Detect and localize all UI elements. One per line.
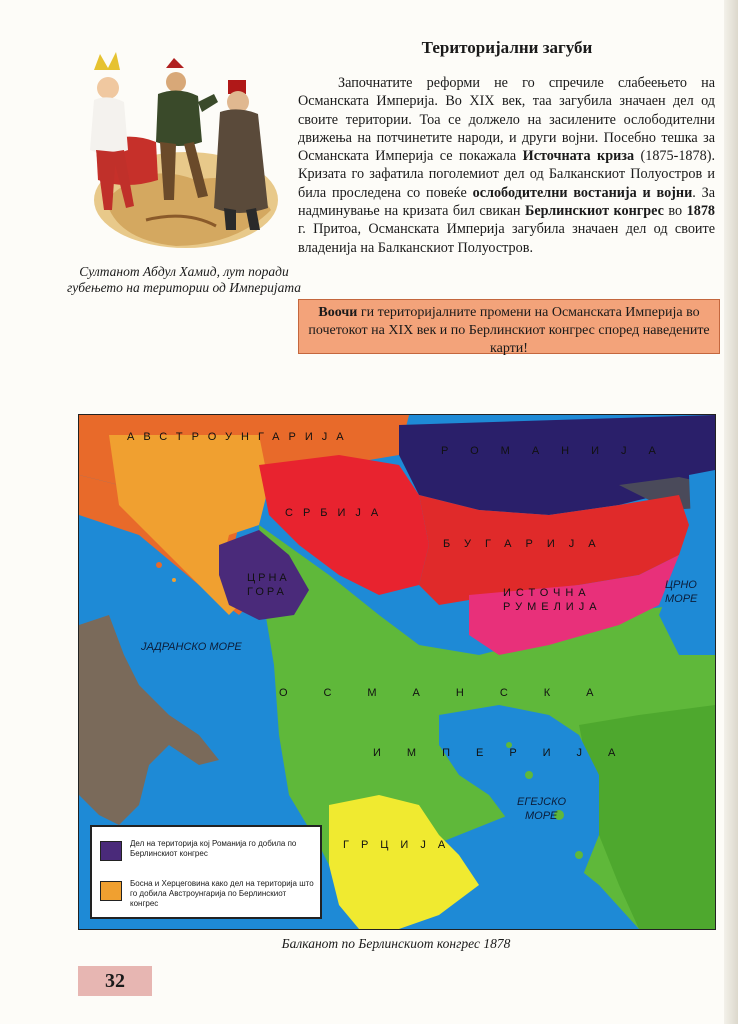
- label-bulgaria: БУГАРИЈА: [443, 538, 610, 550]
- body-paragraph: [298, 74, 715, 257]
- image-caption: Султанот Абдул Хамид, лут поради губењето на територии од Империјата: [66, 264, 302, 295]
- term-eastern-crisis: Источната криза: [522, 148, 635, 165]
- label-east-rumelia-2: РУМЕЛИЈА: [503, 601, 602, 613]
- notice-keyword: Воочи: [318, 305, 358, 320]
- term-year-1878: 1878: [686, 203, 716, 220]
- balkans-map: [78, 414, 716, 930]
- label-serbia: СРБИЈА: [285, 507, 389, 519]
- label-black-sea-2: МОРЕ: [665, 593, 698, 605]
- map-caption: Балканот по Берлинскиот конгрес 1878: [281, 936, 511, 951]
- term-berlin-congress: Берлинскиот конгрес: [525, 203, 664, 220]
- label-montenegro-1: ЦРНА: [247, 572, 290, 584]
- label-black-sea-1: ЦРНО: [665, 579, 697, 591]
- legend-swatch-bosnia: [100, 881, 122, 901]
- section-title: Територијални загуби: [421, 38, 593, 57]
- label-aegean-sea-2: МОРЕ: [525, 810, 558, 822]
- label-adriatic-sea: ЈАДРАНСКО МОРЕ: [141, 641, 242, 653]
- legend-text-bosnia: Босна и Херцеговина како дел на територија што го добила Австроунгарија по Берлинскиот конгрес: [130, 879, 314, 908]
- notice-text: ги територијалните промени на Османската Империја во почетокот на XIX век и по Берлинскиот конгрес според наведените карти!: [308, 305, 710, 356]
- label-greece: ГРЦИЈА: [343, 839, 458, 851]
- term-uprisings-wars: ослободителни востанија и војни: [472, 184, 693, 201]
- paragraph-text: (1875-1878). Кризата го зафатила поголемиот дел од Балканскиот Полуостров и била проследена со повеќе: [298, 148, 715, 201]
- page-number: 32: [78, 966, 152, 996]
- paragraph-text: во: [663, 203, 687, 220]
- paragraph-text: . За надминување на кризата бил свикан: [298, 184, 716, 220]
- label-austria-hungary: АВСТРОУНГАРИЈА: [127, 431, 353, 443]
- page-edge: [724, 0, 738, 1024]
- paragraph-text: г. Притоа, Османската Империја загубила значаен дел од своите владенија на Балканскиот Полуостров.: [298, 221, 715, 256]
- label-montenegro-2: ГОРА: [247, 586, 287, 598]
- label-east-rumelia-1: ИСТОЧНА: [503, 587, 591, 599]
- sultan-caricature-image: [86, 50, 282, 254]
- label-ottoman-1: ОСМАНСКА: [279, 687, 630, 699]
- label-aegean-sea-1: ЕГЕЈСКО: [517, 796, 567, 808]
- legend-swatch-romania: [100, 841, 122, 861]
- map-legend: [90, 825, 322, 919]
- paragraph-text: Започнатите реформи не го спречиле слабеењето на Османската Империја. Во XIX век, таа загубила значаен дел од своите територии. Тоа се должело на засилените ослободителни движења на потчинетите народи, и други војни. Посебно тешка за Османската Империја се покажала: [298, 75, 715, 165]
- label-ottoman-2: ИМПЕРИЈА: [373, 747, 642, 759]
- label-romania: РОМАНИЈА: [441, 445, 678, 457]
- task-notice-box: [298, 299, 720, 354]
- legend-text-romania: Дел на територија кој Романија го добила по Берлинскиот конгрес: [130, 839, 297, 858]
